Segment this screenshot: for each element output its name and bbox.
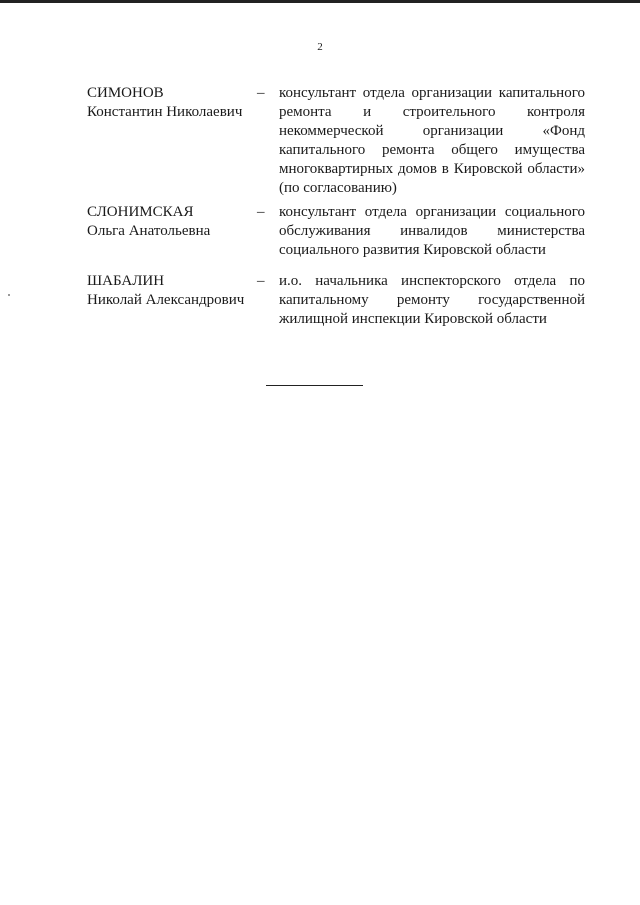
member-given-names: Константин Николаевич — [87, 104, 243, 120]
position-line: ремонта и строительного контроля — [279, 104, 585, 120]
member-position — [279, 84, 585, 198]
position-line: капитального ремонта общего имущества — [279, 142, 585, 158]
scan-speck — [8, 294, 10, 296]
position-line: социального развития Кировской области — [279, 242, 546, 258]
member-name — [87, 84, 257, 122]
member-surname: СЛОНИМСКАЯ — [87, 204, 194, 220]
entry-dash: – — [257, 85, 265, 101]
position-line: жилищной инспекции Кировской области — [279, 311, 547, 327]
member-given-names: Николай Александрович — [87, 292, 245, 308]
position-line: консультант отдела организации капитального — [279, 85, 585, 101]
position-line: консультант отдела организации социального — [279, 204, 585, 220]
member-surname: ШАБАЛИН — [87, 273, 165, 289]
member-position — [279, 203, 585, 260]
position-line: некоммерческой организации «Фонд — [279, 123, 585, 139]
entry-dash: – — [257, 273, 265, 289]
position-line: многоквартирных домов в Кировской области» — [279, 161, 585, 177]
position-line: и.о. начальника инспекторского отдела по — [279, 273, 585, 289]
member-name — [87, 203, 257, 241]
entry-dash: – — [257, 204, 265, 220]
member-given-names: Ольга Анатольевна — [87, 223, 211, 239]
position-line: капитальному ремонту государственной — [279, 292, 585, 308]
position-line: обслуживания инвалидов министерства — [279, 223, 585, 239]
member-name — [87, 272, 257, 310]
closing-divider-line — [266, 385, 363, 386]
member-position — [279, 272, 585, 329]
member-surname: СИМОНОВ — [87, 85, 164, 101]
position-line: (по согласованию) — [279, 180, 397, 196]
page-number: 2 — [317, 41, 323, 53]
scan-top-edge — [0, 0, 640, 3]
